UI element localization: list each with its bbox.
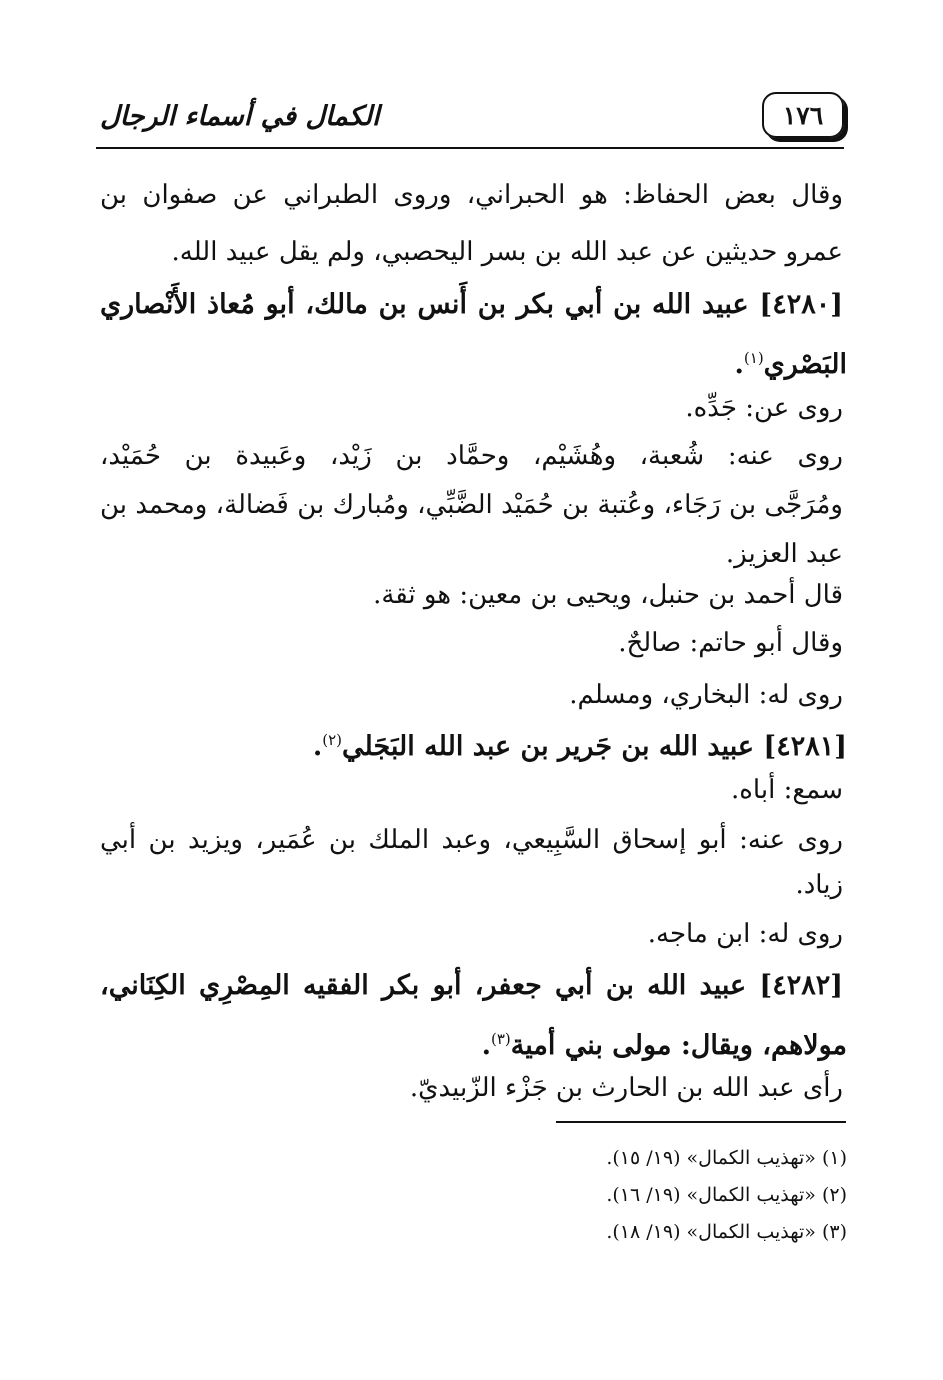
entry-heading-4281: [٤٢٨١] عبيد الله بن جَرير بن عبد الله البَجَلي$^{(٢)}$. [312,731,847,762]
footnote-3: (٣) «تهذيب الكمال» (١٩/ ١٨). [606,1221,847,1243]
entry-number: [٤٢٨٠] [759,289,843,320]
text-line: عبد العزيز. [725,539,843,569]
text-line: روى له: البخاري، ومسلم. [569,680,843,710]
running-title: الكمال في أسماء الرجال [100,100,380,132]
page-number: ١٧٦ [762,92,844,138]
footnote-separator [556,1121,846,1123]
text-line: رأى عبد الله بن الحارث بن جَزْء الزّبيديّ. [409,1073,843,1103]
entry-name: عبيد الله بن أبي بكر بن أَنس بن مالك، أبو مُعاذ الأَنْصاري [100,289,749,320]
footnote-1: (١) «تهذيب الكمال» (١٩/ ١٥). [606,1147,847,1169]
text-line: روى عنه: أبو إسحاق السَّبِيعي، وعبد الملك بن عُمَير، ويزيد بن أبي [100,825,843,855]
entry-name: عبيد الله بن جَرير بن عبد الله البَجَلي [342,731,755,762]
text-line: ومُرَجَّى بن رَجَاء، وعُتبة بن حُمَيْد الضَّبِّي، ومُبارك بن فَضالة، ومحمد بن [100,490,843,520]
text-line: روى عن: جَدِّه. [685,393,843,423]
footnote-2: (٢) «تهذيب الكمال» (١٩/ ١٦). [606,1184,847,1206]
text-line: عمرو حديثين عن عبد الله بن بسر اليحصبي، ولم يقل عبيد الله. [171,237,843,267]
footnote-ref[interactable]: (٣) [490,1030,511,1048]
text-line: روى له: ابن ماجه. [647,919,843,949]
entry-number: [٤٢٨١] [763,731,847,762]
text-line: روى عنه: شُعبة، وهُشَيْم، وحمَّاد بن زَيْد، وعَبيدة بن حُمَيْد، [100,441,843,471]
text-line: وقال بعض الحفاظ: هو الحبراني، وروى الطبراني عن صفوان بن [100,180,843,210]
entry-heading-4280 [100,285,843,325]
footnote-ref[interactable]: (٢) [322,731,343,749]
entry-heading-4280-cont: البَصْري$^{(١)}$. [734,349,847,380]
entry-name: عبيد الله بن أبي جعفر، أبو بكر الفقيه المِصْرِي الكِنَاني، [100,970,747,1001]
entry-name: البَصْري [763,349,847,380]
entry-heading-4282 [100,966,843,1006]
text-line: زياد. [795,870,843,900]
header-rule [96,147,844,149]
text-line: سمع: أباه. [731,775,843,805]
footnote-ref[interactable]: (١) [743,349,764,367]
text-line: وقال أبو حاتم: صالحٌ. [618,628,843,658]
text-line: قال أحمد بن حنبل، ويحيى بن معين: هو ثقة. [373,580,843,610]
entry-heading-4282-cont: مولاهم، ويقال: مولى بني أمية$^{(٣)}$. [481,1030,847,1061]
page-header [96,92,844,150]
entry-number: [٤٢٨٢] [759,970,843,1001]
entry-name: مولاهم، ويقال: مولى بني أمية [510,1030,847,1061]
